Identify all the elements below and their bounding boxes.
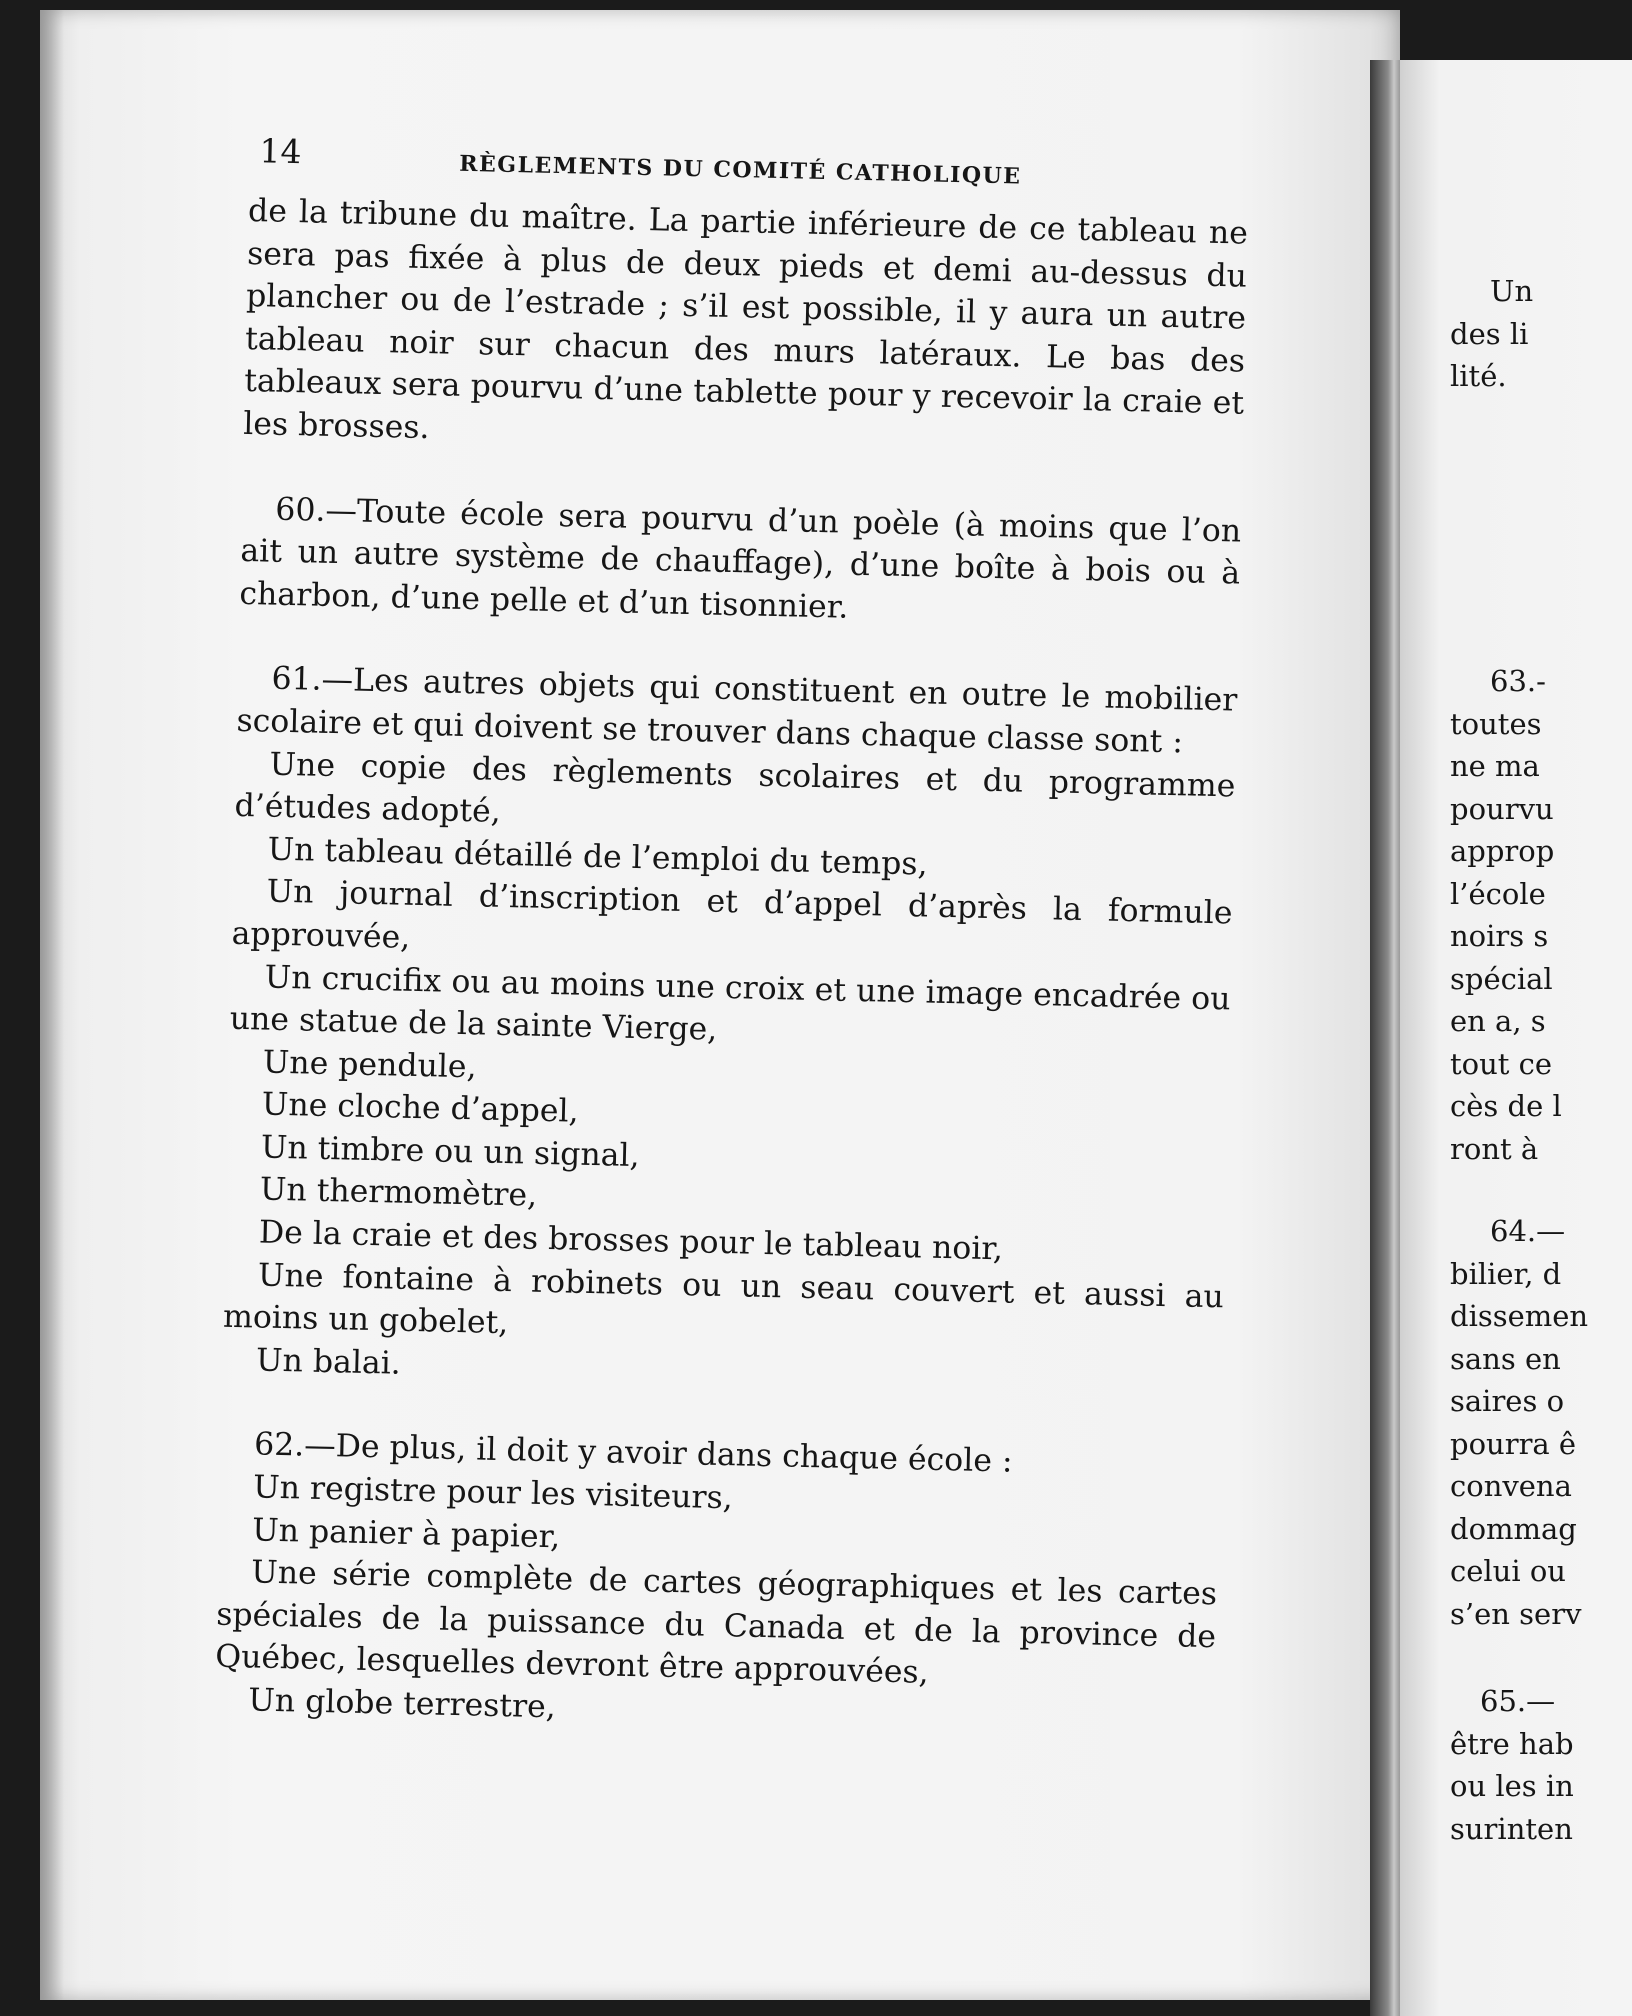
right-line: spécial [1450, 961, 1553, 996]
right-line: pourvu [1450, 791, 1554, 826]
list-item: Un panier à papier, [251, 1512, 561, 1556]
right-line: approp [1450, 834, 1555, 868]
right-line: cès de l [1450, 1089, 1562, 1123]
right-line: ne ma [1450, 749, 1540, 783]
right-line: tout ce [1450, 1046, 1553, 1081]
right-line: dommag [1450, 1511, 1577, 1546]
section-61-list [222, 742, 1236, 1403]
right-line: 65.— [1480, 1684, 1556, 1718]
section-60: 60.—Toute école sera pourvu d’un poèle (à moins que l’on ait un autre système de chauffage), d’une boîte à bois ou à charbon, d’une pelle et d’un tisonnier. [239, 491, 1242, 626]
right-block-4 [1450, 1680, 1574, 1850]
list-item: De la craie et des brosses pour le tableau noir, [258, 1214, 1004, 1268]
list-item: Un registre pour les visiteurs, [252, 1469, 734, 1517]
page-edge-shadow [40, 10, 64, 2000]
right-line: pourra ê [1450, 1426, 1577, 1461]
section-61-intro: 61.—Les autres objets qui constituent en outre le mobilier scolaire et qui doivent se trouver dans chaque classe sont : [236, 660, 1238, 761]
list-item: Un globe terrestre, [247, 1682, 557, 1726]
right-line: lité. [1450, 359, 1507, 393]
list-item: Un balai. [255, 1342, 402, 1382]
right-line: ront à [1450, 1131, 1539, 1166]
list-item: Une pendule, [262, 1044, 477, 1086]
right-line: des li [1450, 316, 1529, 351]
right-block-2 [1450, 660, 1562, 1170]
opening-paragraph: de la tribune du maître. La partie inférieure de ce tableau ne sera pas fixée à plus de deux pieds et demi au-dessus du plancher ou de l’estrade ; s’il est possible, il y aura un autre tableau noir sur chacun des murs latéraux. Le bas des tableaux sera pourvu d’une tablette pour y recevoir la craie et les brosses. [242, 192, 1249, 447]
right-block-3 [1450, 1210, 1588, 1635]
list-item: Un thermomètre, [259, 1171, 538, 1215]
list-item: Une série complète de cartes géographiques et les cartes spéciales de la puissance du Canada et de la province de Québec, lesquelles devront être approuvées, [214, 1554, 1218, 1692]
right-line: bilier, d [1450, 1256, 1562, 1291]
section-62-intro: 62.—De plus, il doit y avoir dans chaque école : [253, 1426, 1013, 1481]
list-item: Une cloche d’appel, [261, 1086, 579, 1130]
list-item: Un journal d’inscription et d’appel d’après la formule approuvée, [231, 873, 1233, 956]
right-line: convena [1450, 1469, 1572, 1503]
list-item: Un timbre ou un signal, [260, 1129, 640, 1174]
right-line: sans en [1450, 1341, 1561, 1376]
right-line: ou les in [1450, 1769, 1574, 1803]
page-content [214, 130, 1250, 1744]
list-item: Un tableau détaillé de l’emploi du temps, [267, 831, 928, 883]
right-line: celui ou [1450, 1554, 1566, 1588]
right-line: saires o [1450, 1384, 1565, 1418]
right-line: 63.- [1490, 664, 1546, 698]
page-number: 14 [259, 131, 302, 172]
right-line: être hab [1450, 1726, 1574, 1761]
right-line: surinten [1450, 1811, 1573, 1846]
right-line: noirs s [1450, 919, 1549, 953]
right-line: 64.— [1490, 1214, 1566, 1248]
section-62-list [214, 1466, 1220, 1744]
right-line: toutes [1450, 706, 1542, 741]
right-line: s’en serv [1450, 1596, 1582, 1631]
right-block-1 [1450, 270, 1533, 398]
right-line: Un [1490, 274, 1534, 308]
right-line: l’école [1450, 876, 1546, 911]
list-item: Une copie des règlements scolaires et du programme d’études adopté, [234, 746, 1236, 830]
list-item: Un crucifix ou au moins une croix et une image encadrée ou une statue de la sainte Vierge, [229, 959, 1231, 1048]
right-line: dissemen [1450, 1299, 1589, 1333]
right-page [1400, 60, 1632, 2016]
running-head: RÈGLEMENTS DU COMITÉ CATHOLIQUE [458, 150, 1022, 190]
list-item: Une fontaine à robinets ou un seau couvert et aussi au moins un gobelet, [222, 1257, 1225, 1342]
right-line: en a, s [1450, 1004, 1546, 1038]
